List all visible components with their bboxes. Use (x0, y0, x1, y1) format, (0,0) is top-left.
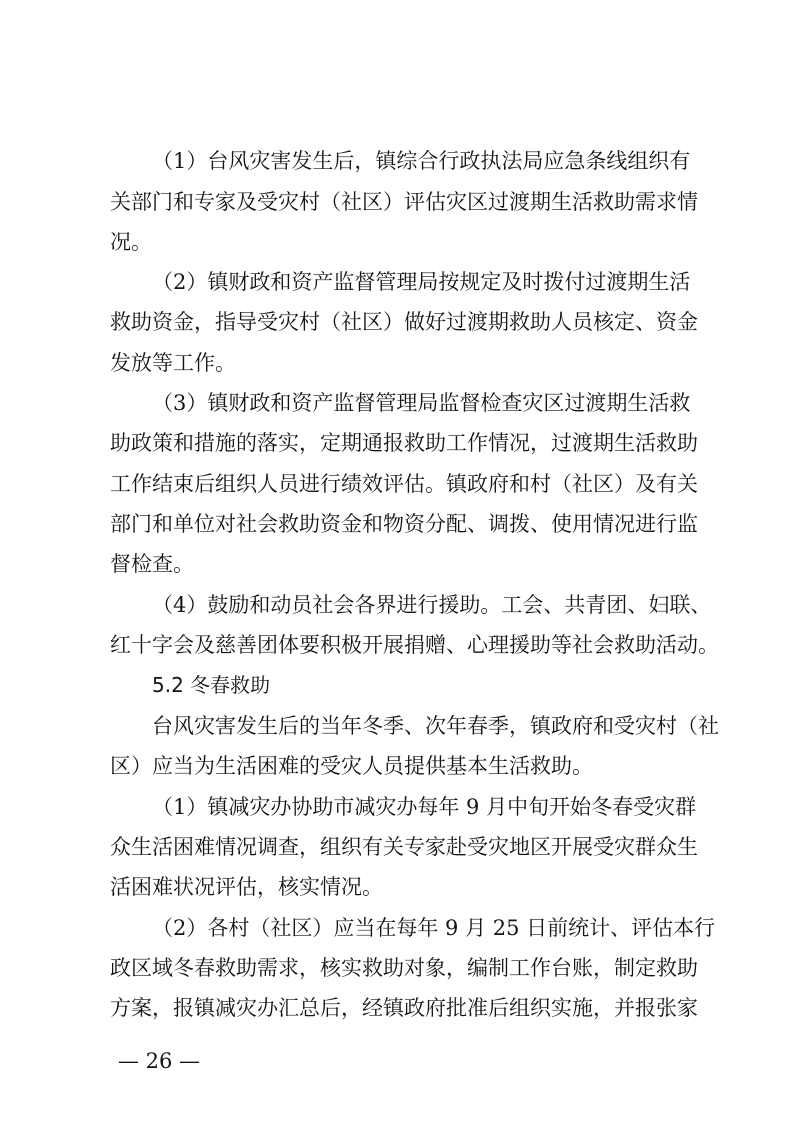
paragraph-1-line-3: 况。 (110, 230, 152, 254)
paragraph-7-line-1: （2）各村（社区）应当在每年 9 月 25 日前统计、评估本行 (152, 916, 716, 940)
paragraph-3-line-2: 助政策和措施的落实，定期通报救助工作情况，过渡期生活救助 (110, 431, 698, 455)
paragraph-3-line-1: （3）镇财政和资产监督管理局监督检查灾区过渡期生活救 (152, 391, 691, 415)
paragraph-7-line-2: 政区域冬春救助需求，核实救助对象，编制工作台账，制定救助 (110, 956, 698, 980)
page-number: — 26 — (118, 1049, 201, 1073)
paragraph-6-line-2: 众生活困难情况调查，组织有关专家赴受灾地区开展受灾群众生 (110, 835, 698, 859)
paragraph-4-line-2: 红十字会及慈善团体要积极开展捐赠、心理援助等社会救助活动。 (110, 633, 719, 657)
paragraph-1-line-2: 关部门和专家及受灾村（社区）评估灾区过渡期生活救助需求情 (110, 190, 698, 214)
paragraph-5-line-1: 台风灾害发生后的当年冬季、次年春季，镇政府和受灾村（社 (152, 714, 719, 738)
paragraph-3-line-5: 督检查。 (110, 552, 194, 576)
section-heading: 5.2 冬春救助 (152, 673, 271, 697)
paragraph-2-line-1: （2）镇财政和资产监督管理局按规定及时拨付过渡期生活 (152, 270, 691, 294)
paragraph-2-line-2: 救助资金，指导受灾村（社区）做好过渡期救助人员核定、资金 (110, 310, 698, 334)
paragraph-6-line-1: （1）镇减灾办协助市减灾办每年 9 月中旬开始冬春受灾群 (152, 795, 697, 819)
paragraph-6-line-3: 活困难状况评估，核实情况。 (110, 875, 383, 899)
paragraph-1-line-1: （1）台风灾害发生后，镇综合行政执法局应急条线组织有 (152, 149, 691, 173)
paragraph-5-line-2: 区）应当为生活困难的受灾人员提供基本生活救助。 (110, 754, 593, 778)
paragraph-3-line-3: 工作结束后组织人员进行绩效评估。镇政府和村（社区）及有关 (110, 472, 698, 496)
paragraph-7-line-3: 方案，报镇减灾办汇总后，经镇政府批准后组织实施，并报张家 (110, 996, 698, 1020)
paragraph-4-line-1: （4）鼓励和动员社会各界进行援助。工会、共青团、妇联、 (152, 593, 712, 617)
paragraph-3-line-4: 部门和单位对社会救助资金和物资分配、调拨、使用情况进行监 (110, 512, 698, 536)
paragraph-2-line-3: 发放等工作。 (110, 351, 236, 375)
